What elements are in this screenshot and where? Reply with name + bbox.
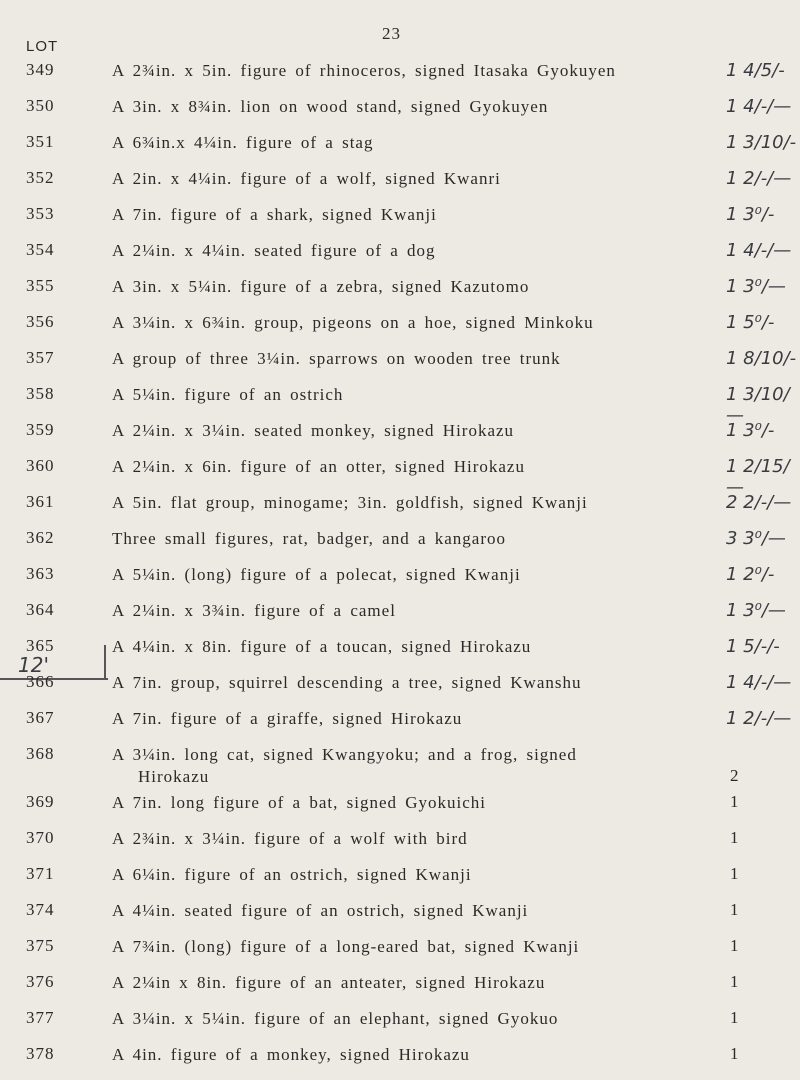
lot-description-text: A 3¼in. x 5¼in. figure of an elephant, signed Gyokuo [112,1009,559,1028]
lot-quantity: 1 [730,936,739,955]
lot-quantity: 2 [730,766,739,785]
handwritten-price: 1 2/15/— [726,456,790,498]
lot-row [0,744,800,792]
lot-description-text: A 7¾in. (long) figure of a long-eared bat, signed Kwanji [112,937,580,956]
lot-quantity: 1 [730,1008,739,1027]
lot-number: 376 [26,972,55,991]
lot-description-text: Three small figures, rat, badger, and a kangaroo [112,529,507,548]
lot-description-text: A 3in. x 8¾in. lion on wood stand, signed Gyokuyen [112,97,549,116]
handwritten-price: 1 3⁰/— [726,600,786,621]
handwritten-price: 1 3/10/- [726,132,797,153]
lot-description [112,744,672,788]
lot-row [0,168,800,204]
lot-row [0,348,800,384]
lot-row [0,96,800,132]
lot-description-text: A 5in. flat group, minogame; 3in. goldfish, signed Kwanji [112,493,588,512]
lot-number: 360 [26,456,55,475]
lot-description-text: A 2¾in. x 5in. figure of rhinoceros, signed Itasaka Gyokuyen [112,61,616,80]
lot-description [112,672,672,694]
lot-row [0,972,800,1008]
lot-description-text: A 5¼in. figure of an ostrich [112,385,344,404]
lot-description-text: A 3¼in. long cat, signed Kwangyoku; and a frog, signed [112,745,577,764]
handwritten-price: 1 2⁰/- [726,564,775,585]
handwritten-price: 1 2/-/— [726,708,792,729]
lot-description [112,132,672,154]
lot-description [112,312,672,334]
lot-quantity: 1 [730,864,739,883]
lot-number: 377 [26,1008,55,1027]
lot-row [0,1044,800,1080]
lot-description [112,900,672,922]
handwritten-price: 1 4/5/- [726,60,785,81]
lot-number: 378 [26,1044,55,1063]
lot-description-text: A 6¾in.x 4¼in. figure of a stag [112,133,374,152]
lot-number: 363 [26,564,55,583]
lot-number: 365 [26,636,55,655]
lot-description-text: A 7in. figure of a shark, signed Kwanji [112,205,437,224]
lot-description [112,60,672,82]
lot-description-text: A 7in. long figure of a bat, signed Gyokuichi [112,793,487,812]
lot-description [112,828,672,850]
handwritten-price: 1 4/-/— [726,96,792,117]
lot-row [0,492,800,528]
lot-row [0,600,800,636]
lot-description [112,864,672,886]
lot-description-text: A 6¼in. figure of an ostrich, signed Kwanji [112,865,472,884]
lot-description [112,168,672,190]
handwritten-price: 1 5⁰/- [726,312,775,333]
lot-list [0,60,800,1080]
lot-number: 357 [26,348,55,367]
lot-number: 368 [26,744,55,763]
lot-row [0,420,800,456]
lot-quantity: 1 [730,828,739,847]
lot-description-text: A 2¼in. x 4¼in. seated figure of a dog [112,241,436,260]
lot-number: 355 [26,276,55,295]
handwritten-price: 1 3⁰/- [726,420,775,441]
lot-description-text: A 4¼in. seated figure of an ostrich, signed Kwanji [112,901,529,920]
lot-description-text: A 3in. x 5¼in. figure of a zebra, signed Kazutomo [112,277,530,296]
lot-description [112,348,672,370]
lot-description-continuation: Hirokazu [138,767,210,786]
lot-number: 352 [26,168,55,187]
lot-description [112,276,672,298]
lot-quantity: 1 [730,1044,739,1063]
lot-description-text: A group of three 3¼in. sparrows on wooden tree trunk [112,349,561,368]
lot-description-text: A 3¼in. x 6¾in. group, pigeons on a hoe, signed Minkoku [112,313,594,332]
lot-row [0,792,800,828]
lot-number: 366 [26,672,55,691]
lot-row [0,708,800,744]
lot-quantity: 1 [730,900,739,919]
lot-description-text: A 4¼in. x 8in. figure of a toucan, signed Hirokazu [112,637,532,656]
handwritten-price: 1 2/-/— [726,168,792,189]
lot-row [0,132,800,168]
lot-row [0,900,800,936]
lot-description-text: A 2¼in. x 6in. figure of an otter, signed Hirokazu [112,457,525,476]
lot-description-text: A 2¾in. x 3¼in. figure of a wolf with bird [112,829,468,848]
lot-row [0,276,800,312]
page-number: 23 [382,24,401,43]
lot-description [112,528,672,550]
lot-description-text: A 7in. group, squirrel descending a tree, signed Kwanshu [112,673,582,692]
lot-number: 354 [26,240,55,259]
lot-number: 351 [26,132,55,151]
lot-row [0,240,800,276]
lot-description [112,600,672,622]
lot-number: 362 [26,528,55,547]
lot-description [112,240,672,262]
lot-description-text: A 2in. x 4¼in. figure of a wolf, signed Kwanri [112,169,501,188]
lot-row [0,936,800,972]
lot-number: 371 [26,864,55,883]
lot-row [0,672,800,708]
lot-description [112,564,672,586]
handwritten-price: 3 3⁰/— [726,528,786,549]
lot-description-text: A 2¼in. x 3¾in. figure of a camel [112,601,396,620]
lot-quantity: 1 [730,972,739,991]
handwritten-price: 1 3⁰/— [726,276,786,297]
lot-number: 349 [26,60,55,79]
handwritten-margin-note: 12' [18,653,49,677]
lot-number: 361 [26,492,55,511]
lot-description [112,636,672,658]
lot-quantity: 1 [730,792,739,811]
lot-description [112,456,672,478]
lot-description [112,204,672,226]
lot-number: 370 [26,828,55,847]
lot-number: 374 [26,900,55,919]
lot-number: 350 [26,96,55,115]
handwritten-price: 1 4/-/— [726,672,792,693]
lot-number: 369 [26,792,55,811]
handwritten-price: 1 8/10/- [726,348,797,369]
lot-description [112,96,672,118]
handwritten-price: 1 5/-/- [726,636,780,657]
lot-row [0,1008,800,1044]
lot-number: 364 [26,600,55,619]
lot-row [0,864,800,900]
lot-description [112,792,672,814]
lot-number: 358 [26,384,55,403]
lot-description [112,1044,672,1066]
lot-number: 367 [26,708,55,727]
lot-description-text: A 4in. figure of a monkey, signed Hirokazu [112,1045,470,1064]
lot-description [112,492,672,514]
handwritten-price: 1 3⁰/- [726,204,775,225]
lot-row [0,564,800,600]
lot-column-header: LOT [26,38,59,55]
lot-description-text: A 7in. figure of a giraffe, signed Hirokazu [112,709,463,728]
lot-row [0,204,800,240]
lot-description [112,708,672,730]
lot-description [112,420,672,442]
lot-row [0,828,800,864]
lot-row [0,636,800,672]
lot-number: 375 [26,936,55,955]
lot-description-text: A 2¼in. x 3¼in. seated monkey, signed Hirokazu [112,421,515,440]
lot-number: 359 [26,420,55,439]
lot-description [112,384,672,406]
lot-row [0,384,800,426]
handwritten-price: 1 3/10/— [726,384,790,426]
lot-description [112,1008,672,1030]
lot-row [0,312,800,348]
lot-description-text: A 2¼in x 8in. figure of an anteater, signed Hirokazu [112,973,546,992]
lot-row [0,456,800,498]
lot-description [112,972,672,994]
lot-description [112,936,672,958]
lot-description-text: A 5¼in. (long) figure of a polecat, signed Kwanji [112,565,521,584]
lot-number: 353 [26,204,55,223]
handwritten-price: 1 4/-/— [726,240,792,261]
lot-row [0,60,800,96]
lot-row [0,528,800,564]
lot-number: 356 [26,312,55,331]
handwritten-price: 2 2/-/— [726,492,792,513]
